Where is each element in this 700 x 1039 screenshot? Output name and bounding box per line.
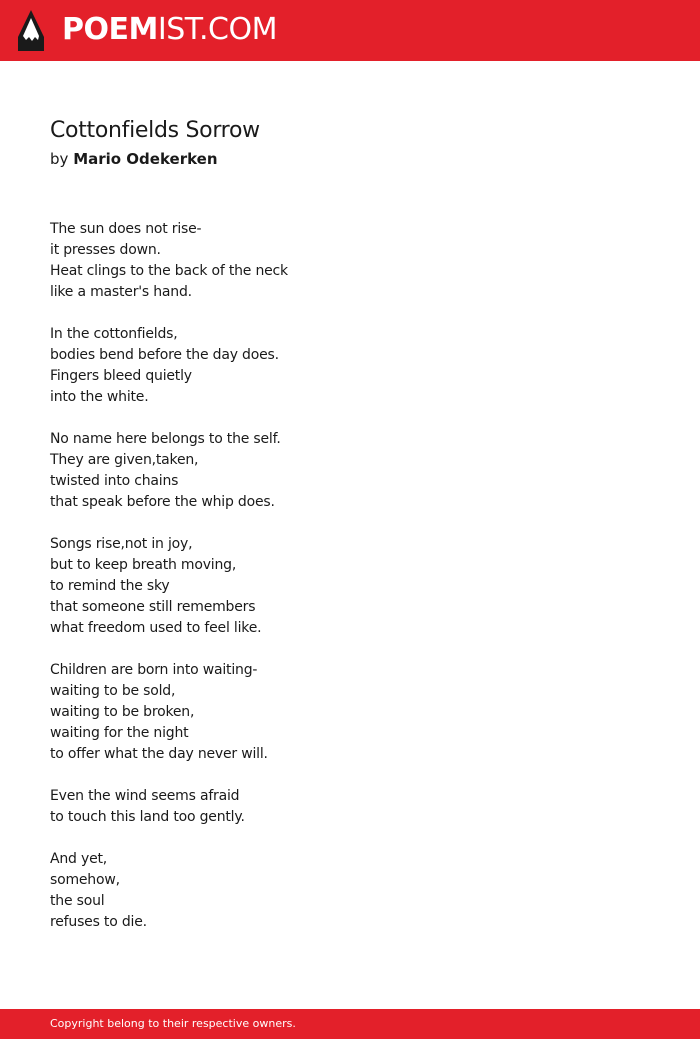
poem-line: but to keep breath moving, [50,557,237,573]
poem-line: Even the wind seems afraid [50,788,240,804]
poem-line: No name here belongs to the self. [50,431,281,447]
author-name: Mario Odekerken [73,150,218,168]
poem-line: to remind the sky [50,578,170,594]
poem-stanza [50,786,650,828]
logo-bold-text: POEM [62,12,158,47]
poem-line: waiting to be sold, [50,683,176,699]
poem-line: like a master's hand. [50,284,192,300]
poem-line: Heat clings to the back of the neck [50,263,288,279]
poem-stanza [50,429,650,513]
poem-line: to offer what the day never will. [50,746,268,762]
site-header [0,0,700,61]
poem-body [50,219,650,954]
poem-line: into the white. [50,389,149,405]
poem-line: bodies bend before the day does. [50,347,279,363]
poem-stanza [50,849,650,933]
poem-line: waiting for the night [50,725,189,741]
poem-line: that speak before the whip does. [50,494,275,510]
logo-light-text: IST.COM [157,12,277,47]
poem-line: Children are born into waiting- [50,662,258,678]
poem-line: to touch this land too gently. [50,809,245,825]
byline [50,149,218,169]
poem-stanza [50,219,650,303]
poem-line: twisted into chains [50,473,179,489]
pencil-logo-icon[interactable] [18,10,44,51]
poem-stanza [50,660,650,765]
copyright-text: Copyright belong to their respective owners. [50,1017,296,1030]
poem-line: the soul [50,893,105,909]
poem-line: what freedom used to feel like. [50,620,262,636]
poem-title: Cottonfields Sorrow [50,118,260,143]
poem-line: refuses to die. [50,914,147,930]
poem-line: Songs rise,not in joy, [50,536,193,552]
poem-line: that someone still remembers [50,599,256,615]
poem-line: Fingers bleed quietly [50,368,192,384]
poem-line: The sun does not rise- [50,221,202,237]
site-footer [0,1009,700,1039]
poem-line: it presses down. [50,242,161,258]
poem-stanza [50,534,650,639]
poem-line: waiting to be broken, [50,704,195,720]
poem-line: In the cottonfields, [50,326,178,342]
by-label: by [50,150,69,168]
poem-line: They are given,taken, [50,452,199,468]
poem-stanza [50,324,650,408]
site-logo[interactable] [62,12,277,48]
poem-line: And yet, [50,851,108,867]
poem-line: somehow, [50,872,120,888]
